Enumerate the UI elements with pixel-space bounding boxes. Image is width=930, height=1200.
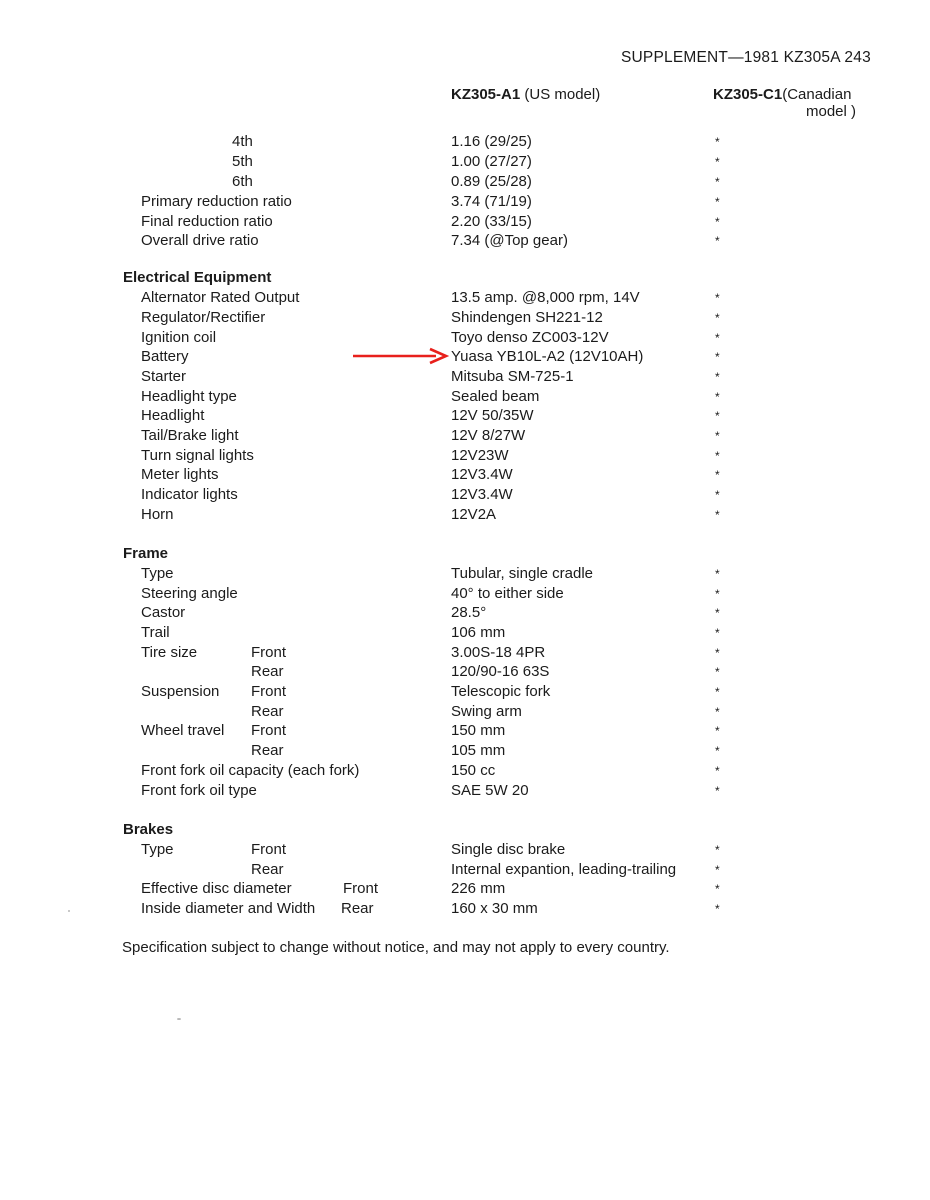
spec-value: Sealed beam <box>451 388 540 405</box>
spec-label: Suspension <box>141 683 220 700</box>
canada-ditto-mark: * <box>715 195 720 209</box>
canada-ditto-mark: * <box>715 175 720 189</box>
spec-label: Tail/Brake light <box>141 427 239 444</box>
spec-label: Wheel travel <box>141 722 225 739</box>
canada-ditto-mark: * <box>715 567 720 581</box>
canada-model-code: KZ305-C1 <box>713 86 783 103</box>
spec-value: 2.20 (33/15) <box>451 213 532 230</box>
spec-value: 226 mm <box>451 880 506 897</box>
spec-value: 40° to either side <box>451 585 564 602</box>
canada-ditto-mark: * <box>715 587 720 601</box>
spec-value: 28.5° <box>451 604 487 621</box>
canada-ditto-mark: * <box>715 311 720 325</box>
canada-ditto-mark: * <box>715 665 720 679</box>
canada-ditto-mark: * <box>715 135 720 149</box>
spec-value: 1.16 (29/25) <box>451 133 532 150</box>
spec-value: Toyo denso ZC003-12V <box>451 329 609 346</box>
canada-ditto-mark: * <box>715 350 720 364</box>
spec-value: Shindengen SH221-12 <box>451 309 603 326</box>
section-title-electrical: Electrical Equipment <box>123 269 272 286</box>
spec-label: 6th <box>232 173 253 190</box>
section-title-brakes: Brakes <box>123 821 174 838</box>
spec-label: Alternator Rated Output <box>141 289 300 306</box>
spec-value: Swing arm <box>451 703 522 720</box>
canada-model-note-2: model ) <box>806 103 857 120</box>
spec-label: Type <box>141 841 174 858</box>
spec-label: Overall drive ratio <box>141 232 259 249</box>
spec-label: Type <box>141 565 174 582</box>
spec-label: Trail <box>141 624 170 641</box>
spec-label: Ignition coil <box>141 329 217 346</box>
spec-value: Telescopic fork <box>451 683 551 700</box>
spec-label: Tire size <box>141 644 198 661</box>
canada-ditto-mark: * <box>715 606 720 620</box>
spec-sublabel: Front <box>251 841 287 858</box>
canada-ditto-mark: * <box>715 234 720 248</box>
spec-value: 12V 8/27W <box>451 427 526 444</box>
canada-ditto-mark: * <box>715 429 720 443</box>
spec-value: 13.5 amp. @8,000 rpm, 14V <box>451 289 640 306</box>
spec-sublabel: Rear <box>251 742 284 759</box>
spec-sublabel: Rear <box>251 663 284 680</box>
canada-ditto-mark: * <box>715 843 720 857</box>
spec-value: SAE 5W 20 <box>451 782 529 799</box>
canada-ditto-mark: * <box>715 863 720 877</box>
spec-value: 12V23W <box>451 447 509 464</box>
spec-label: Meter lights <box>141 466 219 483</box>
canada-ditto-mark: * <box>715 291 720 305</box>
spec-value: Single disc brake <box>451 841 566 858</box>
canada-ditto-mark: * <box>715 409 720 423</box>
canada-ditto-mark: * <box>715 488 720 502</box>
scan-speck <box>177 1018 181 1020</box>
canada-ditto-mark: * <box>715 724 720 738</box>
spec-sublabel: Rear <box>341 900 374 917</box>
footnote: Specification subject to change without notice, and may not apply to every country. <box>122 939 670 956</box>
spec-label: Primary reduction ratio <box>141 193 292 210</box>
spec-sublabel: Front <box>251 644 287 661</box>
spec-value: 120/90-16 63S <box>451 663 550 680</box>
spec-sublabel: Rear <box>251 861 284 878</box>
spec-label: Steering angle <box>141 585 238 602</box>
spec-label: Battery <box>141 348 189 365</box>
spec-sublabel: Rear <box>251 703 284 720</box>
spec-value: 12V 50/35W <box>451 407 534 424</box>
canada-ditto-mark: * <box>715 215 720 229</box>
canada-ditto-mark: * <box>715 508 720 522</box>
running-header: SUPPLEMENT—1981 KZ305A 243 <box>621 49 871 66</box>
spec-value: 1.00 (27/27) <box>451 153 532 170</box>
canada-ditto-mark: * <box>715 370 720 384</box>
canada-ditto-mark: * <box>715 882 720 896</box>
spec-label: Effective disc diameter <box>141 880 292 897</box>
spec-value: 7.34 (@Top gear) <box>451 232 568 249</box>
spec-label: 5th <box>232 153 253 170</box>
spec-value: 160 x 30 mm <box>451 900 538 917</box>
spec-label: Headlight type <box>141 388 237 405</box>
canada-ditto-mark: * <box>715 764 720 778</box>
spec-label: 4th <box>232 133 253 150</box>
spec-value: Internal expantion, leading-trailing <box>451 861 677 878</box>
spec-value: 3.00S-18 4PR <box>451 644 546 661</box>
spec-sublabel: Front <box>251 683 287 700</box>
spec-value: 12V2A <box>451 506 497 523</box>
red-arrow-icon <box>352 347 450 365</box>
us-model-heading <box>451 86 600 104</box>
spec-value: 12V3.4W <box>451 486 513 503</box>
spec-label: Headlight <box>141 407 205 424</box>
spec-label: Front fork oil type <box>141 782 257 799</box>
spec-label: Horn <box>141 506 174 523</box>
spec-value: 150 cc <box>451 762 496 779</box>
canada-ditto-mark: * <box>715 331 720 345</box>
spec-value: 105 mm <box>451 742 506 759</box>
spec-label: Front fork oil capacity (each fork) <box>141 762 360 779</box>
canada-ditto-mark: * <box>715 390 720 404</box>
canada-ditto-mark: * <box>715 646 720 660</box>
canada-model-note-1: (Canadian <box>782 86 852 103</box>
spec-label: Inside diameter and Width <box>141 900 316 917</box>
spec-label: Starter <box>141 368 187 385</box>
section-title-frame: Frame <box>123 545 169 562</box>
spec-value: 3.74 (71/19) <box>451 193 532 210</box>
canada-model-heading <box>713 86 851 104</box>
spec-value: 150 mm <box>451 722 506 739</box>
spec-value: 12V3.4W <box>451 466 513 483</box>
canada-ditto-mark: * <box>715 784 720 798</box>
canada-ditto-mark: * <box>715 902 720 916</box>
spec-value: 0.89 (25/28) <box>451 173 532 190</box>
canada-ditto-mark: * <box>715 705 720 719</box>
spec-label: Regulator/Rectifier <box>141 309 266 326</box>
canada-ditto-mark: * <box>715 155 720 169</box>
spec-value: 106 mm <box>451 624 506 641</box>
spec-label: Indicator lights <box>141 486 238 503</box>
spec-label: Castor <box>141 604 186 621</box>
us-model-code: KZ305-A1 <box>451 86 521 103</box>
spec-label: Turn signal lights <box>141 447 254 464</box>
canada-ditto-mark: * <box>715 685 720 699</box>
spec-sublabel: Front <box>251 722 287 739</box>
canada-ditto-mark: * <box>715 626 720 640</box>
canada-ditto-mark: * <box>715 744 720 758</box>
spec-value: Yuasa YB10L-A2 (12V10AH) <box>451 348 644 365</box>
spec-sublabel: Front <box>343 880 379 897</box>
spec-value: Tubular, single cradle <box>451 565 594 582</box>
us-model-note: (US model) <box>524 86 601 103</box>
spec-label: Final reduction ratio <box>141 213 273 230</box>
scan-speck <box>68 910 70 912</box>
spec-value: Mitsuba SM-725-1 <box>451 368 574 385</box>
canada-ditto-mark: * <box>715 449 720 463</box>
canada-ditto-mark: * <box>715 468 720 482</box>
